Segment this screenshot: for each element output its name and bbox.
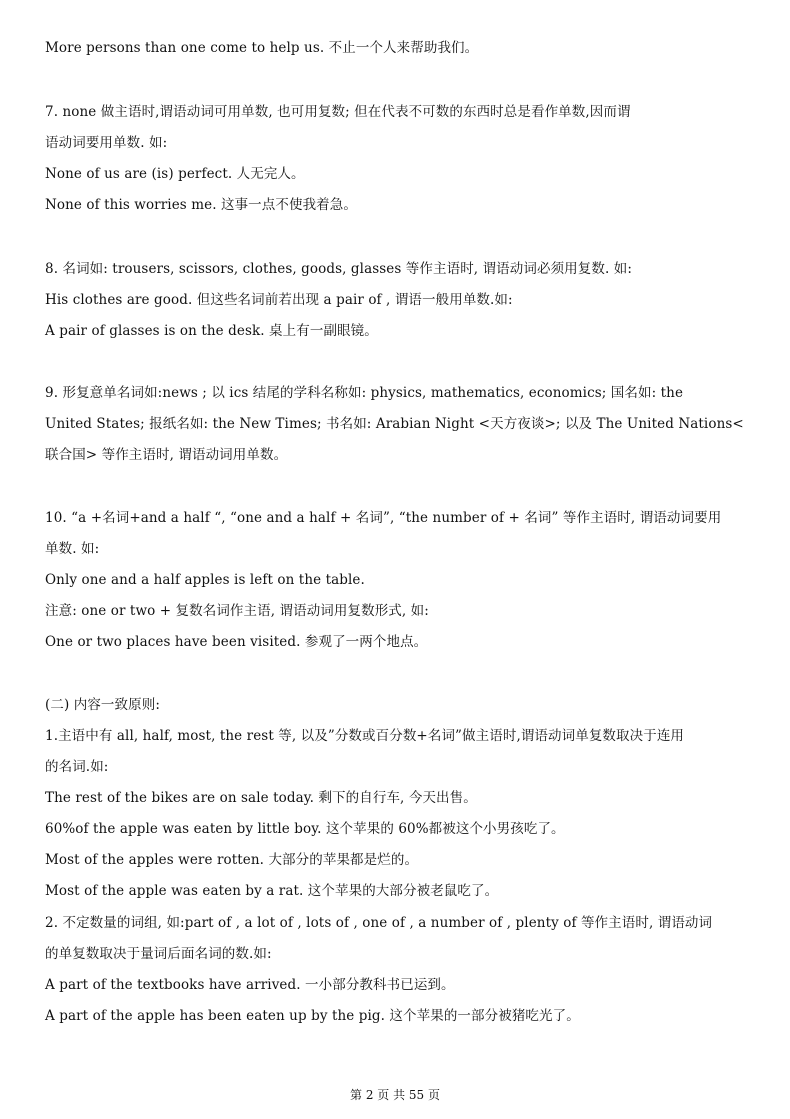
text-line: Only one and a half apples is left on the table.: [45, 572, 365, 588]
text-line: 2. 不定数量的词组, 如:part of , a lot of , lots of , one of , a number of , plenty of 等作主语时, 谓语动词: [45, 915, 713, 931]
text-line: One or two places have been visited. 参观了一两个地点。: [45, 634, 428, 650]
text-line: 60%of the apple was eaten by little boy. 这个苹果的 60%都被这个小男孩吃了。: [45, 821, 565, 837]
text-line: 9. 形复意单名词如:news ; 以 ics 结尾的学科名称如: physics, mathematics, economics; 国名如: the: [45, 385, 684, 401]
text-line: 联合国> 等作主语时, 谓语动词用单数。: [45, 447, 288, 463]
text-line: 1.主语中有 all, half, most, the rest 等, 以及”分数或百分数+名词”做主语时,谓语动词单复数取决于连用: [45, 728, 685, 744]
text-line: 的单复数取决于量词后面名词的数.如:: [45, 946, 272, 962]
text-line: Most of the apples were rotten. 大部分的苹果都是烂的。: [45, 852, 419, 868]
text-line: 注意: one or two + 复数名词作主语, 谓语动词用复数形式, 如:: [45, 603, 429, 619]
section-heading: (二) 内容一致原则:: [45, 697, 160, 713]
text-line: Most of the apple was eaten by a rat. 这个苹果的大部分被老鼠吃了。: [45, 883, 499, 899]
text-line: 8. 名词如: trousers, scissors, clothes, goods, glasses 等作主语时, 谓语动词必须用复数. 如:: [45, 261, 633, 277]
text-line: A part of the textbooks have arrived. 一小部分教科书已运到。: [45, 977, 455, 993]
text-line: 10. “a +名词+and a half “, “one and a half + 名词”, “the number of + 名词” 等作主语时, 谓语动词要用: [45, 510, 722, 526]
text-line: None of us are (is) perfect. 人无完人。: [45, 166, 305, 182]
text-line: 语动词要用单数. 如:: [45, 135, 168, 151]
text-line: More persons than one come to help us. 不止一个人来帮助我们。: [45, 40, 479, 56]
text-line: 单数. 如:: [45, 541, 100, 557]
page-number-footer: 第 2 页 共 55 页: [350, 1088, 440, 1102]
text-line: United States; 报纸名如: the New Times; 书名如: Arabian Night <天方夜谈>; 以及 The United Nations<: [45, 416, 744, 432]
text-line: 的名词.如:: [45, 759, 109, 775]
text-line: 7. none 做主语时,谓语动词可用单数, 也可用复数; 但在代表不可数的东西时总是看作单数,因而谓: [45, 104, 631, 120]
text-line: A pair of glasses is on the desk. 桌上有一副眼镜。: [45, 323, 378, 339]
text-line: None of this worries me. 这事一点不使我着急。: [45, 197, 357, 213]
text-line: His clothes are good. 但这些名词前若出现 a pair of , 谓语一般用单数.如:: [45, 292, 513, 308]
text-line: A part of the apple has been eaten up by the pig. 这个苹果的一部分被猪吃光了。: [45, 1008, 580, 1024]
text-line: The rest of the bikes are on sale today. 剩下的自行车, 今天出售。: [45, 790, 477, 806]
